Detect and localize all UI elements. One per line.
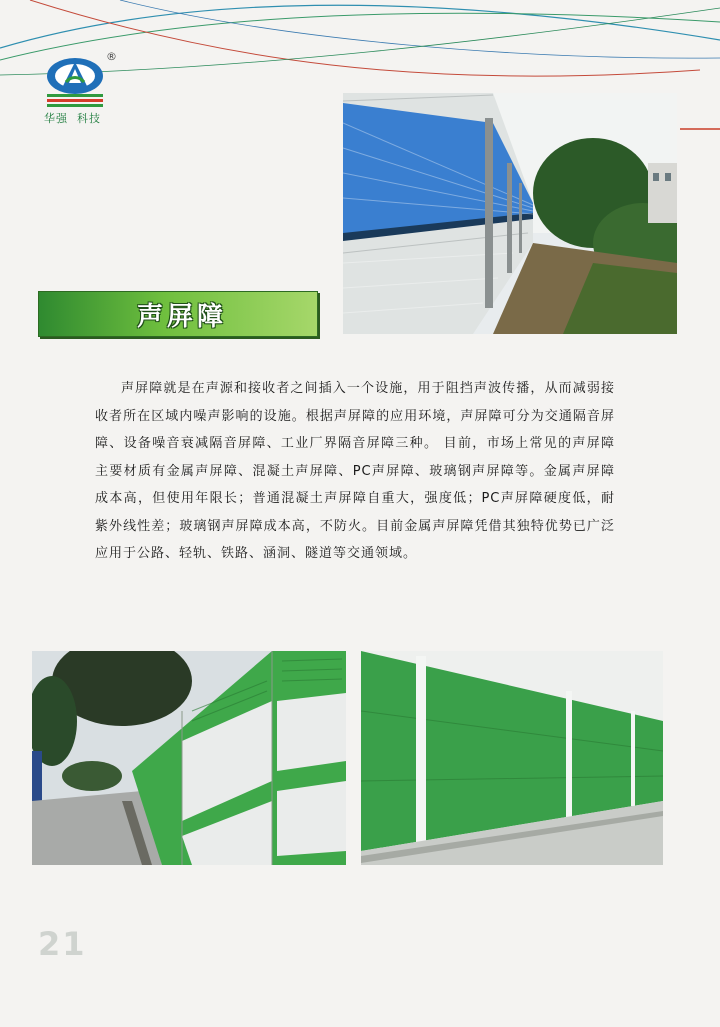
article-paragraph: 声屏障就是在声源和接收者之间插入一个设施，用于阻挡声波传播，从而减弱接收者所在区域内噪声影响的设施。根据声屏障的应用环境，声屏障可分为交通隔音屏障、设备噪音衰减隔音屏障、工业厂界隔音屏障三种。 目前，市场上常见的声屏障主要材质有金属声屏障、混凝土声屏障、PC声屏障、玻璃钢声屏障等。金属声屏障成本高，但使用年限长；普通混凝土声屏障自重大，强度低；PC声屏障硬度低，耐紫外线性差；玻璃钢声屏障成本高，不防火。目前金属声屏障凭借其独特优势已广泛应用于公路、轻轨、铁路、涵洞、隧道等交通领域。 [95, 381, 615, 561]
registered-mark: ® [106, 50, 117, 63]
section-title-banner [38, 291, 318, 337]
photo-blue-barrier [343, 93, 677, 334]
page-number: 21 [38, 925, 87, 963]
photo-green-panel-barrier [361, 651, 663, 865]
photo-green-white-barrier [32, 651, 346, 865]
logo-text: 华强 科技 [44, 112, 101, 125]
decorative-tick [680, 128, 720, 130]
section-title: 声屏障 [137, 302, 228, 332]
